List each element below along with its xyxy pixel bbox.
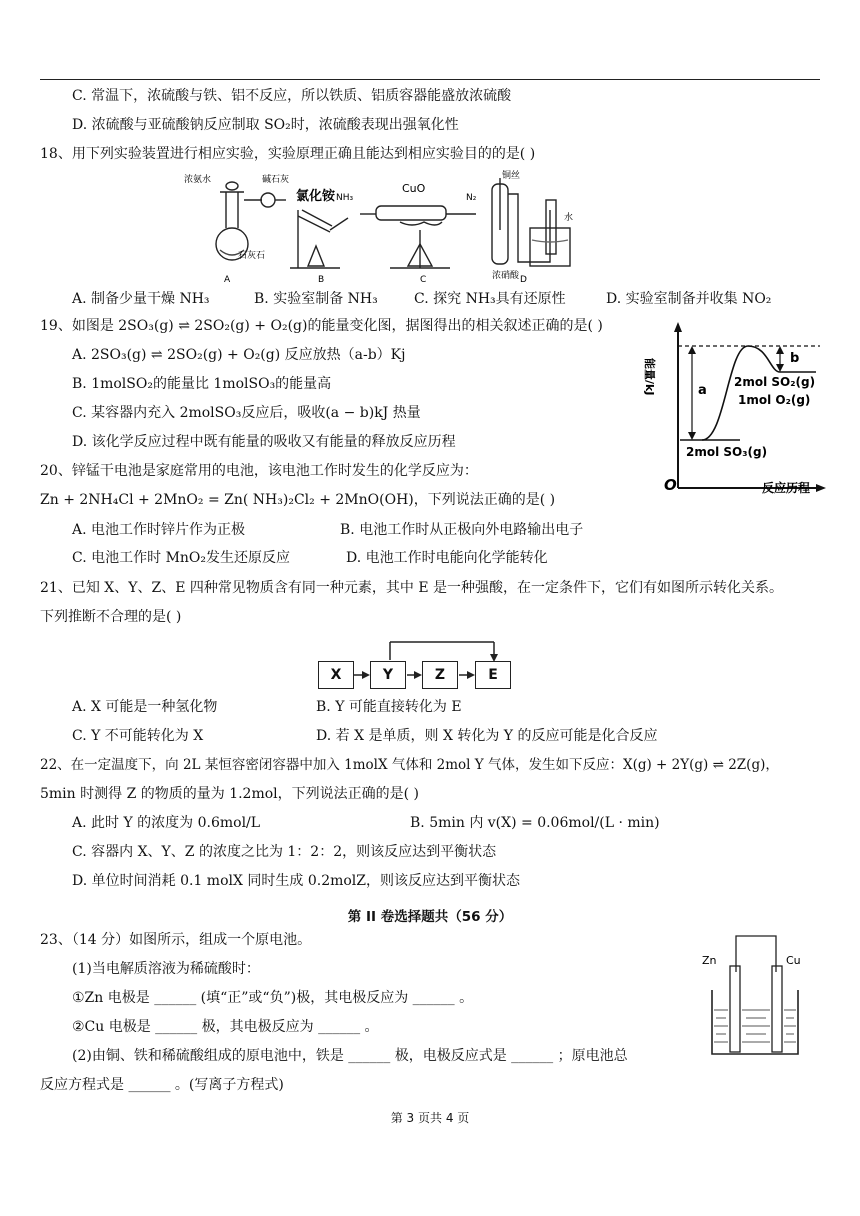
label-cuo: CuO [402,182,426,195]
label-c: C [420,275,427,285]
node-x: X [318,661,354,689]
page-footer: 第 3 页共 4 页 [390,1111,470,1125]
energy-axis-label: 能量/kJ [643,358,656,396]
q23-part1: (1)当电解质溶液为稀硫酸时： [72,961,260,977]
label-b: b [790,351,800,366]
label-d: D [520,275,527,285]
label-n2: N₂ [466,193,477,203]
product-so2: 2mol SO₂(g) [734,375,816,389]
zn-label: Zn [702,954,717,967]
q21-option-d: D. 若 X 是单质，则 X 转化为 Y 的反应可能是化合反应 [316,728,658,744]
q23-part2-cont: 反应方程式是 ______ 。(写离子方程式) [40,1077,284,1093]
q21-option-b: B. Y 可能直接转化为 E [316,699,462,715]
q17-option-d: D. 浓硫酸与亚硫酸钠反应制取 SO₂时，浓硫酸表现出强氧化性 [72,117,459,133]
q19-option-a: A. 2SO₃(g) ⇌ 2SO₂(g) + O₂(g) 反应放热（a-b）Kj [72,347,406,363]
q23-part1-zn: ①Zn 电极是 ______ (填“正”或“负”)极，其电极反应为 ______ 。 [72,990,474,1006]
label-conc-ammonia: 浓氨水 [184,175,212,185]
label-a: A [224,275,231,285]
q19-stem: 19、如图是 2SO₃(g) ⇌ 2SO₂(g) + O₂(g)的能量变化图，据图得出的相关叙述正确的是( ) [40,318,603,334]
q18-stem: 18、用下列实验装置进行相应实验，实验原理正确且能达到相应实验目的的是( ) [40,146,536,162]
q18-option-c: C. 探究 NH₃具有还原性 [414,291,566,307]
header-rule [40,79,820,80]
q23-stem: 23、（14 分）如图所示，组成一个原电池。 [40,932,312,948]
label-b: B [318,275,325,285]
q22-option-d: D. 单位时间消耗 0.1 molX 同时生成 0.2molZ，则该反应达到平衡状态 [72,873,521,889]
label-a: a [698,383,707,398]
q20-stem: 20、锌锰干电池是家庭常用的电池，该电池工作时发生的化学反应为： [40,463,478,479]
q22-option-b: B. 5min 内 v(X) = 0.06mol/(L · min) [410,815,660,831]
q19-option-c: C. 某容器内充入 2molSO₃反应后，吸收(a − b)kJ 热量 [72,405,421,421]
q22-stem-line1: 22、在一定温度下，向 2L 某恒容密闭容器中加入 1molX 气体和 2mol Y 气体，发生如下反应：X(g) + 2Y(g) ⇌ 2Z(g)， [40,757,779,773]
reaction-axis-label: 反应历程 [762,481,811,495]
q23-part2: (2)由铜、铁和稀硫酸组成的原电池中，铁是 ______ 极，电极反应式是 ______ ；原电池总 [72,1048,628,1064]
q17-option-c: C. 常温下，浓硫酸与铁、铝不反应，所以铁质、铝质容器能盛放浓硫酸 [72,88,512,104]
apparatus-a [216,182,286,260]
node-z: Z [422,661,458,689]
q20-option-a: A. 电池工作时锌片作为正极 [72,522,246,538]
apparatus-b [290,210,348,268]
q20-option-b: B. 电池工作时从正极向外电路输出电子 [340,522,584,538]
product-o2: 1mol O₂(g) [738,393,811,407]
q22-option-c: C. 容器内 X、Y、Z 的浓度之比为 1：2：2，则该反应达到平衡状态 [72,844,497,860]
label-ammonium-chloride: 氯化铵 [296,189,336,204]
q21-option-a: A. X 可能是一种氢化物 [72,699,218,715]
q21-stem-line1: 21、已知 X、Y、Z、E 四种常见物质含有同一种元素，其中 E 是一种强酸，在一定条件下，它们有如图所示转化关系。 [40,580,783,596]
label-copper-wire: 铜丝 [502,171,521,181]
q21-stem-line2: 下列推断不合理的是( ) [40,609,182,625]
q19-option-d: D. 该化学反应过程中既有能量的吸收又有能量的释放反应历程 [72,434,456,450]
label-water: 水 [564,213,574,223]
label-soda-lime: 碱石灰 [262,175,290,185]
reactant-so3: 2mol SO₃(g) [686,445,768,459]
cu-label: Cu [786,954,801,967]
q22-option-a: A. 此时 Y 的浓度为 0.6mol/L [72,815,261,831]
q19-option-b: B. 1molSO₂的能量比 1molSO₃的能量高 [72,376,332,392]
label-nh3: NH₃ [336,193,354,203]
label-limestone: 石灰石 [238,251,266,261]
q22-stem-line2: 5min 时测得 Z 的物质的量为 1.2mol，下列说法正确的是( ) [40,786,420,802]
q20-option-c: C. 电池工作时 MnO₂发生还原反应 [72,550,291,566]
node-e: E [475,661,511,689]
label-conc-nitric: 浓硝酸 [492,271,520,281]
q19-energy-diagram [630,318,830,498]
q20-option-d: D. 电池工作时电能向化学能转化 [346,550,548,566]
q18-apparatus-figure [180,170,600,290]
apparatus-d [492,178,570,266]
q18-option-d: D. 实验室制备并收集 NO₂ [606,291,772,307]
q23-part1-cu: ②Cu 电极是 ______ 极，其电极反应为 ______ 。 [72,1019,379,1035]
q18-option-b: B. 实验室制备 NH₃ [254,291,378,307]
section-2-title: 第 II 卷选择题共（56 分） [347,909,513,925]
q20-equation: Zn + 2NH₄Cl + 2MnO₂ = Zn( NH₃)₂Cl₂ + 2MnO(OH)，下列说法正确的是( ) [40,492,556,508]
node-y: Y [370,661,406,689]
q18-option-a: A. 制备少量干燥 NH₃ [72,291,210,307]
q23-cell-figure [700,930,810,1058]
q21-option-c: C. Y 不可能转化为 X [72,728,204,744]
origin-label: O [664,476,677,494]
apparatus-c [360,206,476,268]
